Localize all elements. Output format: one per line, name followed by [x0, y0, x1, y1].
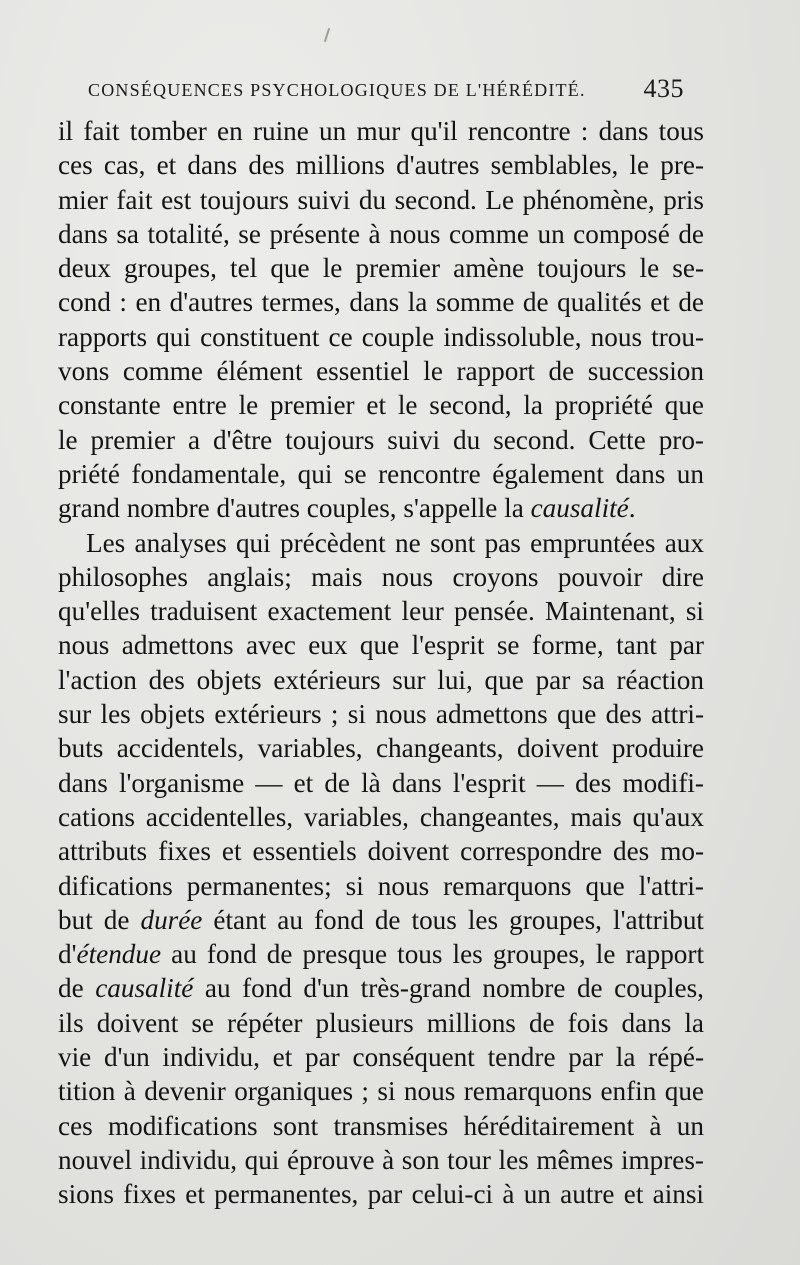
text-run: .	[628, 493, 636, 524]
text-run: au fond de presque tous les groupes, le rapport	[161, 939, 704, 970]
running-header	[88, 74, 692, 108]
text-line: mier fait est toujours suivi du second. Le phénomène, pris	[58, 184, 704, 215]
text-line	[58, 903, 704, 937]
text-line: buts accidentels, variables, changeants, doivent produire	[58, 733, 704, 764]
text-line: le premier a d'être toujours suivi du second. Cette pro-	[58, 424, 704, 455]
text-line: nouvel individu, qui éprouve à son tour les mêmes impres-	[58, 1144, 704, 1175]
text-line: cond : en d'autres termes, dans la somme de qualités et de	[58, 287, 704, 318]
text-line: nous admettons avec eux que l'esprit se forme, tant par	[58, 630, 704, 661]
text-run: d'	[58, 939, 77, 970]
text-line: tition à devenir organiques ; si nous remarquons enfin que	[58, 1076, 704, 1107]
text-line: sur les objets extérieurs ; si nous admettons que des attri-	[58, 699, 704, 730]
text-run: étant au fond de tous les groupes, l'attribut	[202, 904, 704, 935]
ink-mark	[324, 28, 330, 42]
text-line: dans sa totalité, se présente à nous comme un composé de	[58, 218, 704, 249]
italic-term: causalité	[95, 973, 194, 1004]
text-line: constante entre le premier et le second, la propriété que	[58, 390, 704, 421]
text-line: dans l'organisme — et de là dans l'esprit — des modifi-	[58, 767, 704, 798]
text-line: philosophes anglais; mais nous croyons pouvoir dire	[58, 561, 704, 592]
body-text	[58, 114, 704, 1212]
italic-term: durée	[140, 904, 203, 935]
text-line	[58, 971, 704, 1005]
text-line	[58, 937, 704, 971]
text-line: attributs fixes et essentiels doivent correspondre des mo-	[58, 836, 704, 867]
text-line: deux groupes, tel que le premier amène toujours le se-	[58, 253, 704, 284]
text-line: difications permanentes; si nous remarquons que l'attri-	[58, 870, 704, 901]
page-number: 435	[643, 74, 684, 103]
text-line: priété fondamentale, qui se rencontre également dans un	[58, 458, 704, 489]
italic-term: étendue	[76, 939, 162, 970]
text-run: but de	[58, 904, 141, 935]
paragraph-end-line	[58, 491, 704, 525]
text-line: cations accidentelles, variables, changeantes, mais qu'aux	[58, 801, 704, 832]
text-line: rapports qui constituent ce couple indissoluble, nous trou-	[58, 321, 704, 352]
text-line: vons comme élément essentiel le rapport de succession	[58, 356, 704, 387]
text-line: ils doivent se répéter plusieurs millions de fois dans la	[58, 1007, 704, 1038]
text-line: il fait tomber en ruine un mur qu'il rencontre : dans tous	[58, 116, 704, 146]
text-line: l'action des objets extérieurs sur lui, que par sa réaction	[58, 664, 704, 695]
running-title: CONSÉQUENCES PSYCHOLOGIQUES DE L'HÉRÉDITÉ.	[88, 80, 586, 100]
italic-term: causalité	[530, 493, 629, 524]
paragraph-start-line: Les analyses qui précèdent ne sont pas empruntées aux	[86, 527, 704, 558]
text-line: ces modifications sont transmises héréditairement à un	[58, 1110, 704, 1141]
text-line: vie d'un individu, et par conséquent tendre par la répé-	[58, 1042, 704, 1073]
text-line: sions fixes et permanentes, par celui-ci à un autre et ainsi	[58, 1179, 704, 1210]
text-line: qu'elles traduisent exactement leur pensée. Maintenant, si	[58, 596, 704, 627]
text-run: grand nombre d'autres couples, s'appelle la	[58, 493, 531, 524]
text-run: au fond d'un très-grand nombre de couples,	[193, 973, 704, 1004]
text-run: de	[58, 973, 96, 1004]
text-line: ces cas, et dans des millions d'autres semblables, le pre-	[58, 150, 704, 181]
